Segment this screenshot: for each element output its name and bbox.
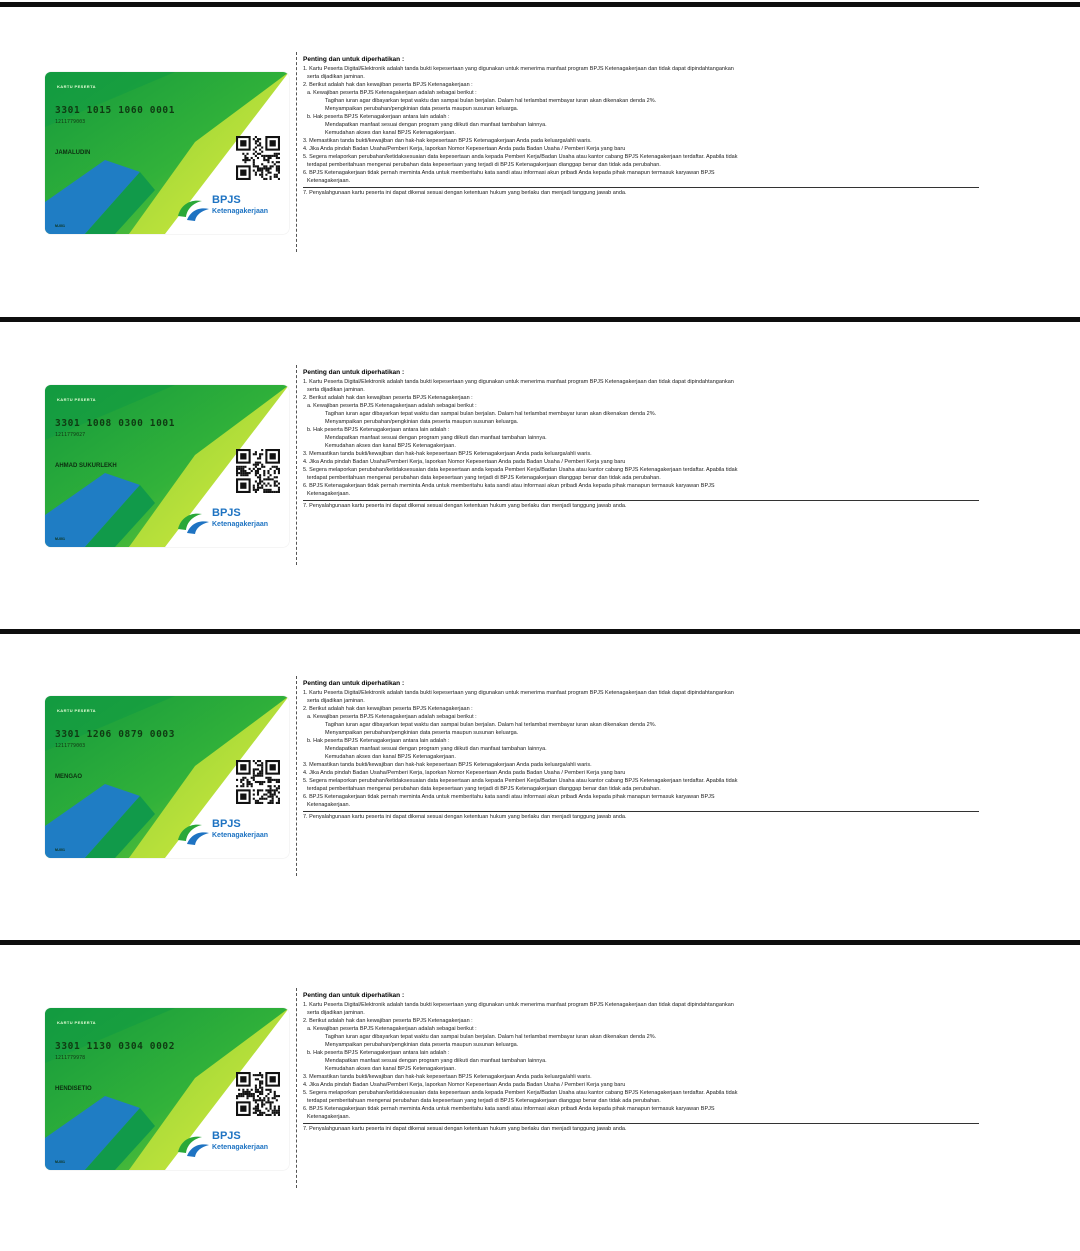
terms-line: 7. Penyalahgunaan kartu peserta ini dapat dikenai sesuai dengan ketentuan hukum yang berlaku dan menjadi tanggung jawab anda. [303,190,627,196]
terms-line: 5. Segera melaporkan perubahan/ketidaksesuaian data kepesertaan anda kepada Pemberi Kerja/Badan Usaha atau kantor cabang BPJS Ketenagakerjaan terdaftar. Apabila tidak [303,153,738,160]
qr-code-icon [236,760,280,804]
divider-rule [0,940,1080,945]
terms-line: 1. Kartu Peserta Digital/Elektronik adalah tanda bukti kepesertaan yang digunakan untuk menerima manfaat program BPJS Ketenagakerjaan dan tidak dapat dipindahtangankan [303,378,734,385]
terms-line: 1. Kartu Peserta Digital/Elektronik adalah tanda bukti kepesertaan yang digunakan untuk menerima manfaat program BPJS Ketenagakerjaan dan tidak dapat dipindahtangankan [303,65,734,72]
terms-line: Mendapatkan manfaat sesuai dengan program yang diikuti dan manfaat tambahan lainnya. [325,121,547,128]
card-holder-name: AHMAD SUKURLEKH [55,463,117,469]
brand-subtitle: Ketenagakerjaan [212,1144,269,1151]
terms-line: Kemudahan akses dan kanal BPJS Ketenagakerjaan. [325,129,456,136]
brand-subtitle: Ketenagakerjaan [212,832,269,839]
brand-subtitle: Ketenagakerjaan [212,208,269,215]
terms-line: Menyampaikan perubahan/pengkinian data peserta maupun susunan keluarga. [325,1041,519,1048]
terms-line: Menyampaikan perubahan/pengkinian data peserta maupun susunan keluarga. [325,105,519,112]
terms-line: Kemudahan akses dan kanal BPJS Ketenagakerjaan. [325,753,456,760]
terms-line: 3. Memastikan tanda bukti/kewajiban dan hak-hak kepesertaan BPJS Ketenagakerjaan Anda pada keluarga/ahli waris. [303,1073,592,1080]
terms-line: b. Hak peserta BPJS Ketenagakerjaan antara lain adalah : [307,1049,450,1056]
terms-line: Ketenagakerjaan. [307,177,351,184]
card-sub-number: 1211779003 [55,119,86,125]
terms-panel [296,365,987,565]
brand-name: BPJS [212,818,241,830]
card-footer-code: M-001 [55,537,65,541]
membership-card-front [45,1008,289,1170]
terms-divider [303,811,979,812]
terms-line: 7. Penyalahgunaan kartu peserta ini dapat dikenai sesuai dengan ketentuan hukum yang berlaku dan menjadi tanggung jawab anda. [303,1126,627,1132]
terms-line: Tagihan iuran agar dibayarkan tepat waktu dan sampai bulan berjalan. Dalam hal terlambat membayar iuran akan dikenakan denda 2%. [325,410,657,417]
terms-line: 1. Kartu Peserta Digital/Elektronik adalah tanda bukti kepesertaan yang digunakan untuk menerima manfaat program BPJS Ketenagakerjaan dan tidak dapat dipindahtangankan [303,1001,734,1008]
terms-line: a. Kewajiban peserta BPJS Ketenagakerjaan adalah sebagai berikut : [307,713,477,720]
brand-name: BPJS [212,507,241,519]
card-number: 3301 1206 0879 0003 [55,729,176,740]
card-label: KARTU PESERTA [57,84,96,89]
card-footer-code: M-001 [55,1160,65,1164]
card-sub-number: 1211779003 [55,743,86,749]
terms-line: 2. Berikut adalah hak dan kewajiban peserta BPJS Ketenagakerjaan : [303,705,473,712]
terms-line: 4. Jika Anda pindah Badan Usaha/Pemberi Kerja, laporkan Nomor Kepesertaan Anda pada Badan Usaha / Pemberi Kerja yang baru [303,458,626,465]
terms-line: a. Kewajiban peserta BPJS Ketenagakerjaan adalah sebagai berikut : [307,1025,477,1032]
terms-divider [303,500,979,501]
terms-panel [296,988,987,1188]
terms-line: Mendapatkan manfaat sesuai dengan program yang diikuti dan manfaat tambahan lainnya. [325,434,547,441]
terms-line: 3. Memastikan tanda bukti/kewajiban dan hak-hak kepesertaan BPJS Ketenagakerjaan Anda pada keluarga/ahli waris. [303,761,592,768]
membership-card-front [45,385,289,547]
terms-line: Menyampaikan perubahan/pengkinian data peserta maupun susunan keluarga. [325,729,519,736]
card-number: 3301 1008 0300 1001 [55,418,176,429]
divider-rule [0,2,1080,7]
terms-line: serta dijadikan jaminan. [307,1009,365,1016]
terms-title: Penting dan untuk diperhatikan : [303,680,405,687]
membership-card-front [45,696,289,858]
brand-subtitle: Ketenagakerjaan [212,521,269,528]
brand-name: BPJS [212,194,241,206]
brand-name: BPJS [212,1130,241,1142]
qr-code-icon [236,136,280,180]
terms-line: 6. BPJS Ketenagakerjaan tidak pernah meminta Anda untuk memberitahu kata sandi atau informasi akun pribadi Anda kepada pihak manapun termasuk karyawan BPJS [303,169,715,176]
terms-line: 7. Penyalahgunaan kartu peserta ini dapat dikenai sesuai dengan ketentuan hukum yang berlaku dan menjadi tanggung jawab anda. [303,814,627,820]
card-strip-4 [0,988,1080,1228]
card-holder-name: JAMALUDIN [55,150,91,156]
divider-rule [0,317,1080,322]
terms-line: Menyampaikan perubahan/pengkinian data peserta maupun susunan keluarga. [325,418,519,425]
terms-line: b. Hak peserta BPJS Ketenagakerjaan antara lain adalah : [307,737,450,744]
card-footer-code: M-001 [55,848,65,852]
terms-line: 6. BPJS Ketenagakerjaan tidak pernah meminta Anda untuk memberitahu kata sandi atau informasi akun pribadi Anda kepada pihak manapun termasuk karyawan BPJS [303,1105,715,1112]
terms-line: 6. BPJS Ketenagakerjaan tidak pernah meminta Anda untuk memberitahu kata sandi atau informasi akun pribadi Anda kepada pihak manapun termasuk karyawan BPJS [303,793,715,800]
terms-title: Penting dan untuk diperhatikan : [303,56,405,63]
card-strip-3 [0,676,1080,916]
card-sub-number: 1211779027 [55,432,86,438]
terms-line: 4. Jika Anda pindah Badan Usaha/Pemberi Kerja, laporkan Nomor Kepesertaan Anda pada Badan Usaha / Pemberi Kerja yang baru [303,1081,626,1088]
qr-code-icon [236,1072,280,1116]
terms-title: Penting dan untuk diperhatikan : [303,369,405,376]
terms-line: 4. Jika Anda pindah Badan Usaha/Pemberi Kerja, laporkan Nomor Kepesertaan Anda pada Badan Usaha / Pemberi Kerja yang baru [303,769,626,776]
terms-line: Kemudahan akses dan kanal BPJS Ketenagakerjaan. [325,1065,456,1072]
terms-line: 5. Segera melaporkan perubahan/ketidaksesuaian data kepesertaan anda kepada Pemberi Kerja/Badan Usaha atau kantor cabang BPJS Ketenagakerjaan terdaftar. Apabila tidak [303,777,738,784]
qr-code-icon [236,449,280,493]
terms-panel [296,676,987,876]
terms-divider [303,1123,979,1124]
card-label: KARTU PESERTA [57,1020,96,1025]
terms-line: Tagihan iuran agar dibayarkan tepat waktu dan sampai bulan berjalan. Dalam hal terlambat membayar iuran akan dikenakan denda 2%. [325,1033,657,1040]
terms-line: 6. BPJS Ketenagakerjaan tidak pernah meminta Anda untuk memberitahu kata sandi atau informasi akun pribadi Anda kepada pihak manapun termasuk karyawan BPJS [303,482,715,489]
terms-line: Ketenagakerjaan. [307,801,351,808]
terms-line: 3. Memastikan tanda bukti/kewajiban dan hak-hak kepesertaan BPJS Ketenagakerjaan Anda pada keluarga/ahli waris. [303,137,592,144]
terms-line: 3. Memastikan tanda bukti/kewajiban dan hak-hak kepesertaan BPJS Ketenagakerjaan Anda pada keluarga/ahli waris. [303,450,592,457]
terms-line: Ketenagakerjaan. [307,490,351,497]
terms-line: 2. Berikut adalah hak dan kewajiban peserta BPJS Ketenagakerjaan : [303,81,473,88]
terms-line: terdapat pemberitahuan mengenai perubahan data kepesertaan yang terjadi di BPJS Ketenagakerjaan dianggap benar dan tidak ada perubahan. [307,785,661,792]
terms-line: 1. Kartu Peserta Digital/Elektronik adalah tanda bukti kepesertaan yang digunakan untuk menerima manfaat program BPJS Ketenagakerjaan dan tidak dapat dipindahtangankan [303,689,734,696]
terms-line: Ketenagakerjaan. [307,1113,351,1120]
terms-panel [296,52,987,252]
terms-line: Tagihan iuran agar dibayarkan tepat waktu dan sampai bulan berjalan. Dalam hal terlambat membayar iuran akan dikenakan denda 2%. [325,97,657,104]
terms-line: serta dijadikan jaminan. [307,73,365,80]
terms-line: 5. Segera melaporkan perubahan/ketidaksesuaian data kepesertaan anda kepada Pemberi Kerja/Badan Usaha atau kantor cabang BPJS Ketenagakerjaan terdaftar. Apabila tidak [303,466,738,473]
terms-divider [303,187,979,188]
terms-line: serta dijadikan jaminan. [307,697,365,704]
terms-line: Mendapatkan manfaat sesuai dengan program yang diikuti dan manfaat tambahan lainnya. [325,1057,547,1064]
card-strip-1 [0,52,1080,292]
terms-title: Penting dan untuk diperhatikan : [303,992,405,999]
terms-line: a. Kewajiban peserta BPJS Ketenagakerjaan adalah sebagai berikut : [307,402,477,409]
terms-line: a. Kewajiban peserta BPJS Ketenagakerjaan adalah sebagai berikut : [307,89,477,96]
card-footer-code: M-001 [55,224,65,228]
card-number: 3301 1015 1060 0001 [55,105,176,116]
card-holder-name: MENGAO [55,774,82,780]
terms-line: Kemudahan akses dan kanal BPJS Ketenagakerjaan. [325,442,456,449]
terms-line: 5. Segera melaporkan perubahan/ketidaksesuaian data kepesertaan anda kepada Pemberi Kerja/Badan Usaha atau kantor cabang BPJS Ketenagakerjaan terdaftar. Apabila tidak [303,1089,738,1096]
terms-line: terdapat pemberitahuan mengenai perubahan data kepesertaan yang terjadi di BPJS Ketenagakerjaan dianggap benar dan tidak ada perubahan. [307,161,661,168]
card-label: KARTU PESERTA [57,708,96,713]
card-holder-name: HENDISETIO [55,1086,92,1092]
terms-line: 7. Penyalahgunaan kartu peserta ini dapat dikenai sesuai dengan ketentuan hukum yang berlaku dan menjadi tanggung jawab anda. [303,503,627,509]
terms-line: serta dijadikan jaminan. [307,386,365,393]
terms-line: 2. Berikut adalah hak dan kewajiban peserta BPJS Ketenagakerjaan : [303,1017,473,1024]
card-sub-number: 1211779978 [55,1055,86,1061]
card-number: 3301 1130 0304 0002 [55,1041,176,1052]
terms-line: b. Hak peserta BPJS Ketenagakerjaan antara lain adalah : [307,426,450,433]
divider-rule [0,629,1080,634]
terms-line: 4. Jika Anda pindah Badan Usaha/Pemberi Kerja, laporkan Nomor Kepesertaan Anda pada Badan Usaha / Pemberi Kerja yang baru [303,145,626,152]
terms-line: b. Hak peserta BPJS Ketenagakerjaan antara lain adalah : [307,113,450,120]
membership-card-front [45,72,289,234]
card-label: KARTU PESERTA [57,397,96,402]
terms-line: Mendapatkan manfaat sesuai dengan program yang diikuti dan manfaat tambahan lainnya. [325,745,547,752]
terms-line: 2. Berikut adalah hak dan kewajiban peserta BPJS Ketenagakerjaan : [303,394,473,401]
terms-line: terdapat pemberitahuan mengenai perubahan data kepesertaan yang terjadi di BPJS Ketenagakerjaan dianggap benar dan tidak ada perubahan. [307,474,661,481]
terms-line: Tagihan iuran agar dibayarkan tepat waktu dan sampai bulan berjalan. Dalam hal terlambat membayar iuran akan dikenakan denda 2%. [325,721,657,728]
terms-line: terdapat pemberitahuan mengenai perubahan data kepesertaan yang terjadi di BPJS Ketenagakerjaan dianggap benar dan tidak ada perubahan. [307,1097,661,1104]
card-strip-2 [0,365,1080,605]
